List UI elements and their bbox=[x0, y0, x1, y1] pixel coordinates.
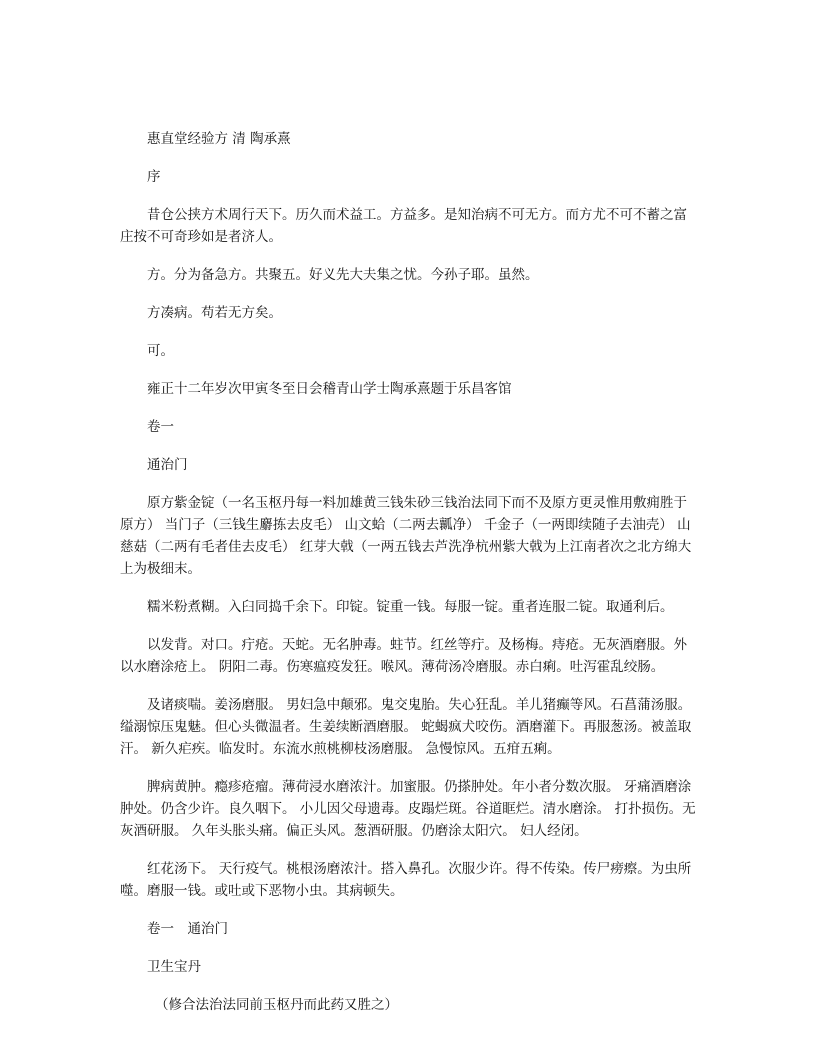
body-paragraph: 及诸痰喘。姜汤磨服。 男妇急中颠邪。鬼交鬼胎。失心狂乱。羊儿猪癫等风。石菖蒲汤服。缢溺惊压鬼魅。但心头微温者。生姜续断酒磨服。 蛇蝎疯犬咬伤。酒磨灌下。再服葱汤。被盖取汗。 新久疟疾。临发时。东流水煎桃柳枝汤磨服。 急慢惊风。五疳五痢。 bbox=[120, 697, 692, 757]
body-paragraph: 脾病黄肿。瘾疹疮瘤。薄荷浸水磨浓汁。加蜜服。仍搽肿处。年小者分数次服。 牙痛酒磨涂肿处。仍含少许。良久咽下。 小儿因父母遗毒。皮蹋烂斑。谷道眶烂。清水磨涂。 打扑损伤。无灰酒研服。 久年头胀头痛。偏正头风。葱酒研服。仍磨涂太阳穴。 妇人经闭。 bbox=[120, 779, 696, 839]
body-paragraph: 可。 bbox=[147, 343, 174, 359]
body-paragraph: 糯米粉煮糊。入臼同捣千余下。印锭。锭重一钱。每服一锭。重者连服二锭。取通利后。 bbox=[147, 599, 674, 615]
body-paragraph: 以发背。对口。疔疮。天蛇。无名肿毒。蛀节。红丝等疔。及杨梅。痔疮。无灰酒磨服。外以水磨涂疮上。 阴阳二毒。伤寒瘟疫发狂。喉风。薄荷汤冷磨服。赤白痢。吐泻霍乱绞肠。 bbox=[120, 637, 687, 675]
preface-heading: 序 bbox=[147, 169, 161, 185]
volume-heading: 卷一 bbox=[147, 419, 174, 435]
recipe-heading: 卫生宝丹 bbox=[147, 959, 201, 975]
document-title: 惠直堂经验方 清 陶承熹 bbox=[147, 131, 291, 147]
body-paragraph: 方。分为备急方。共聚五。好义先大夫集之忧。今孙子耶。虽然。 bbox=[147, 267, 539, 283]
body-paragraph: 昔仓公挟方术周行天下。历久而术益工。方益多。是知治病不可无方。而方尤不可不蓄之富庄按不可奇珍如是者济人。 bbox=[120, 207, 687, 245]
body-paragraph: 方凑病。苟若无方矣。 bbox=[147, 305, 282, 321]
body-paragraph: 红花汤下。 天行疫气。桃根汤磨浓汁。搭入鼻孔。次服少许。得不传染。传尸痨瘵。为虫所噬。磨服一钱。或吐或下恶物小虫。其病顿失。 bbox=[120, 861, 692, 899]
body-paragraph: 原方紫金锭（一名玉枢丹每一料加雄黄三钱朱砂三钱治法同下而不及原方更灵惟用敷痈胜于原方） 当门子（三钱生麝拣去皮毛） 山文蛤（二两去瓤净） 千金子（一两即续随子去油壳） 山慈菇（二两有毛者佳去皮毛） 红芽大戟（一两五钱去芦洗净杭州紫大戟为上江南者次之北方绵大上为极细末。 bbox=[120, 495, 692, 577]
document-page bbox=[120, 128, 700, 1032]
recipe-note: （修合法治法同前玉枢丹而此药又胜之） bbox=[155, 997, 398, 1013]
volume-section-heading: 卷一 通治门 bbox=[147, 921, 228, 937]
preface-signature: 雍正十二年岁次甲寅冬至日会稽青山学士陶承熹题于乐昌客馆 bbox=[147, 381, 512, 397]
section-heading: 通治门 bbox=[147, 457, 188, 473]
